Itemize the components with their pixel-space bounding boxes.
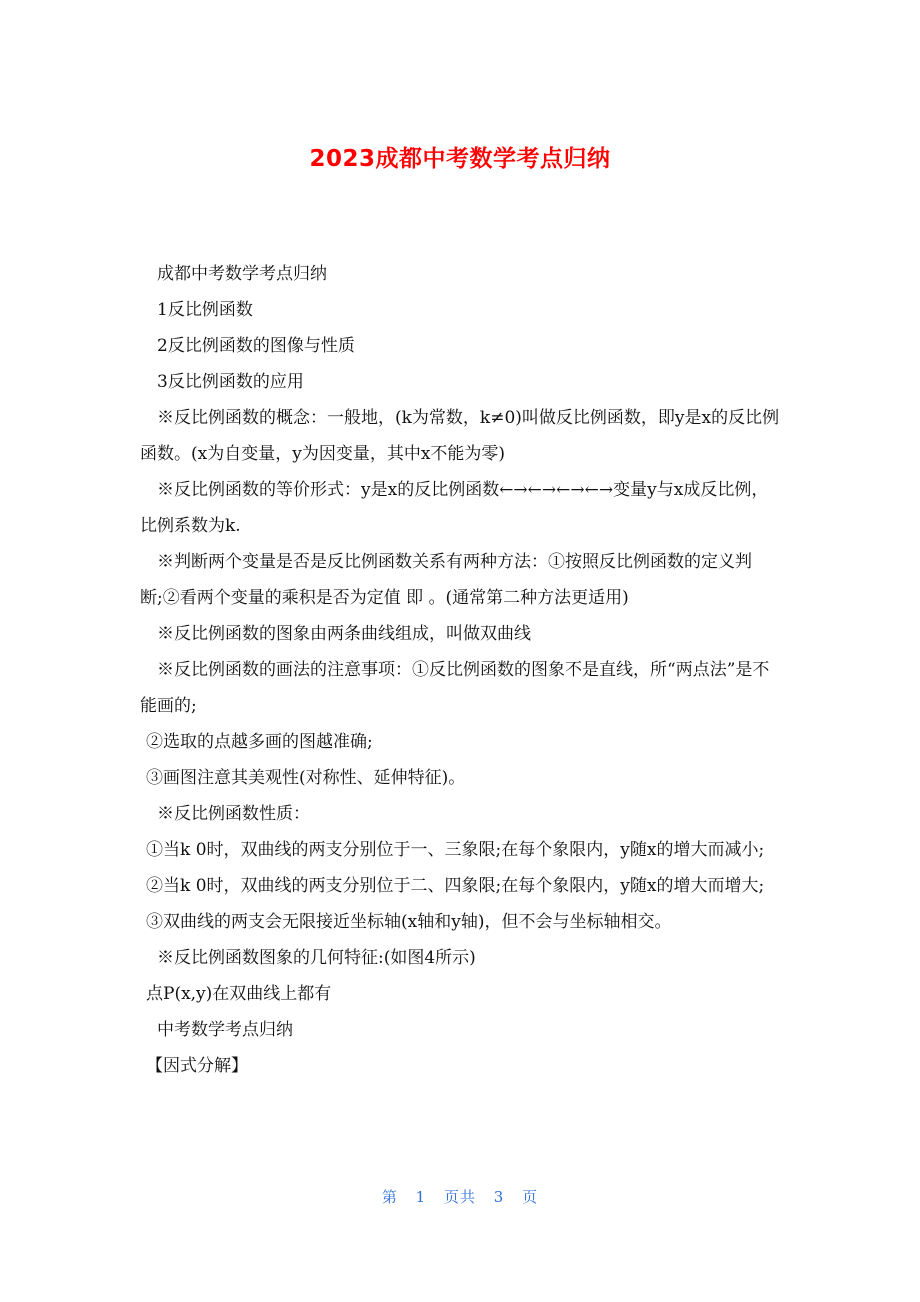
- paragraph-topic-2: 2反比例函数的图像与性质: [157, 336, 355, 356]
- paragraph-judgement-methods: ※判断两个变量是否是反比例函数关系有两种方法：①按照反比例函数的定义判断;②看两个变量的乘积是否为定值 即 。(通常第二种方法更适用): [140, 552, 752, 608]
- paragraph-property-1: ①当k 0时，双曲线的两支分别位于一、三象限;在每个象限内，y随x的增大而减小;: [146, 840, 765, 860]
- paragraph-concept: ※反比例函数的概念：一般地，(k为常数，k≠0)叫做反比例函数，即y是x的反比例函数。(x为自变量，y为因变量，其中x不能为零): [140, 408, 780, 464]
- document-body: [140, 256, 780, 1084]
- page-title: 2023成都中考数学考点归纳: [309, 146, 611, 172]
- paragraph-property-2: ②当k 0时，双曲线的两支分别位于二、四象限;在每个象限内，y随x的增大而增大;: [146, 876, 765, 896]
- paragraph-point-p: 点P(x,y)在双曲线上都有: [146, 984, 332, 1004]
- paragraph-topic-3: 3反比例函数的应用: [157, 372, 304, 392]
- footer-label-page: 第: [381, 1188, 398, 1206]
- paragraph-equivalent-form: ※反比例函数的等价形式：y是x的反比例函数←→←→←→←→变量y与x成反比例，比例系数为k.: [140, 480, 769, 536]
- paragraph-factorization: 【因式分解】: [146, 1056, 248, 1076]
- paragraph-property-3: ③双曲线的两支会无限接近坐标轴(x轴和y轴)，但不会与坐标轴相交。: [146, 912, 672, 932]
- paragraph-drawing-note-2: ②选取的点越多画的图越准确;: [146, 732, 373, 752]
- page-footer: [0, 1186, 920, 1207]
- paragraph-hyperbola: ※反比例函数的图象由两条曲线组成，叫做双曲线: [157, 624, 531, 644]
- footer-label-total: 页共: [443, 1188, 476, 1206]
- paragraph-heading: 成都中考数学考点归纳: [157, 264, 327, 284]
- paragraph-geometric-features: ※反比例函数图象的几何特征:(如图4所示): [157, 948, 476, 968]
- footer-label-end: 页: [522, 1188, 539, 1206]
- paragraph-subheading: 中考数学考点归纳: [157, 1020, 293, 1040]
- paragraph-properties-heading: ※反比例函数性质：: [157, 804, 310, 824]
- footer-total-pages: 3: [493, 1188, 505, 1206]
- paragraph-topic-1: 1反比例函数: [157, 300, 253, 320]
- paragraph-drawing-notes: ※反比例函数的画法的注意事项：①反比例函数的图象不是直线，所“两点法”是不能画的;: [140, 660, 770, 716]
- footer-current-page: 1: [415, 1188, 427, 1206]
- paragraph-drawing-note-3: ③画图注意其美观性(对称性、延伸特征)。: [146, 768, 466, 788]
